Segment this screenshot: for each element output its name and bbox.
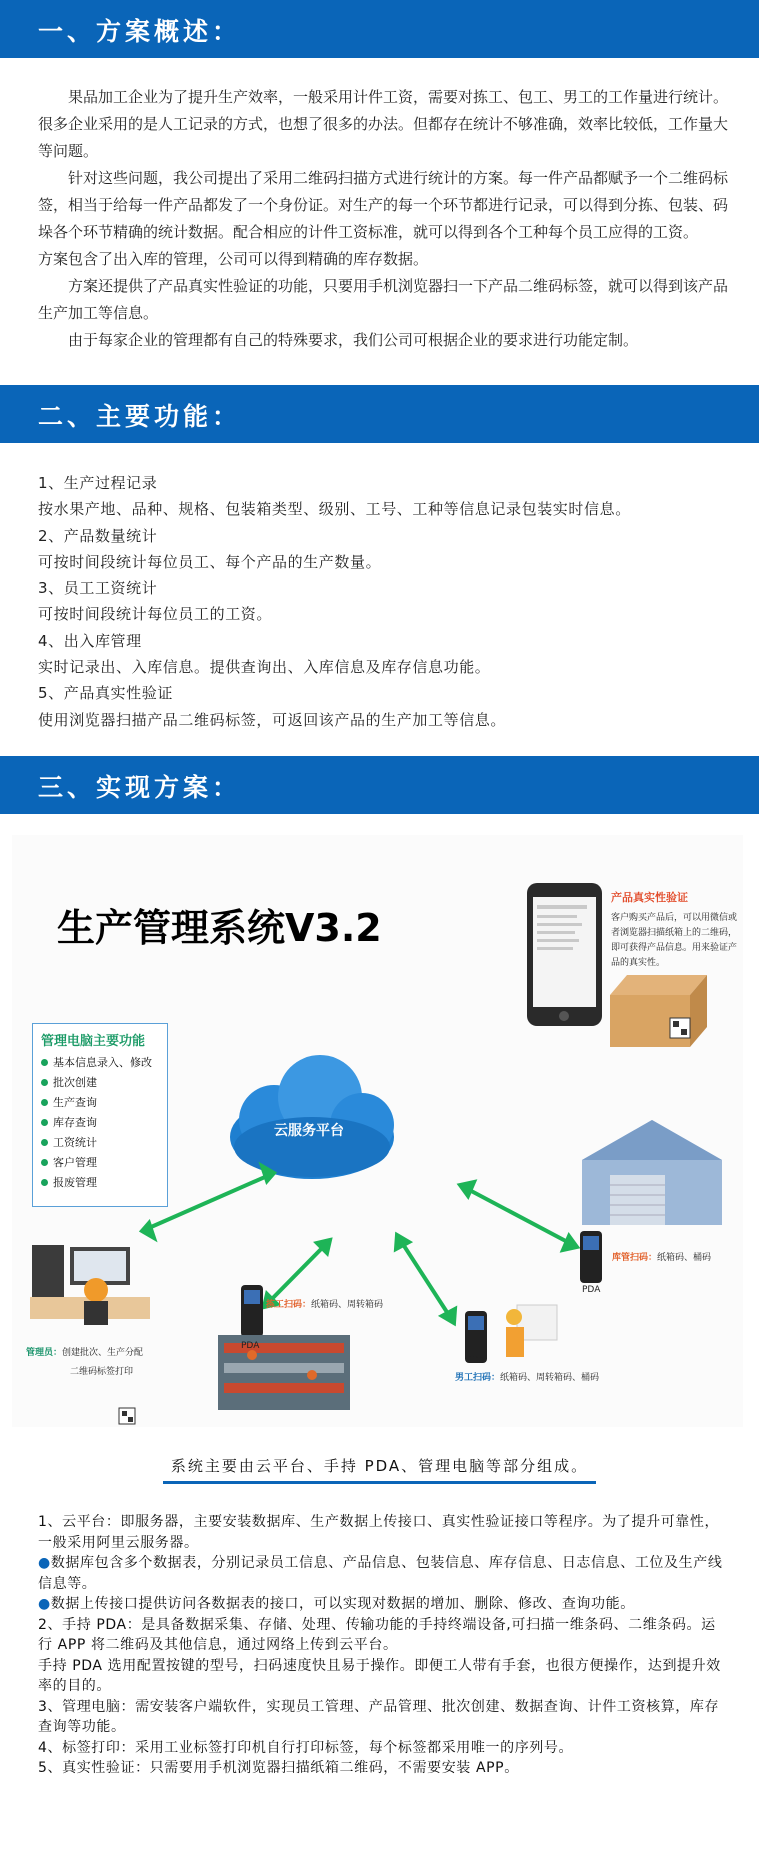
- section-title: 一、方案概述：: [38, 17, 242, 46]
- function-line: 2、产品数量统计: [38, 526, 158, 545]
- package-box-icon: [610, 975, 707, 1047]
- function-line: 1、生产过程记录: [38, 474, 158, 492]
- system-diagram: [12, 835, 743, 1427]
- overview-paragraph: 由于每家企业的管理都有自己的特殊要求，我们公司可根据企业的要求进行功能定制。: [68, 331, 639, 349]
- section-banner-overview: [0, 0, 759, 58]
- overview-text: [38, 84, 728, 354]
- overview-paragraph: 方案包含了出入库的管理，公司可以得到精确的库存数据。: [38, 250, 429, 268]
- panel-item: 报废管理: [41, 1173, 167, 1193]
- cloud-label: 云服务平台: [274, 1123, 344, 1139]
- authenticity-description: 客户购买产品后，可以用微信或者浏览器扫描纸箱上的二维码，即可获得产品信息。用来验证产品的真实性。: [611, 913, 738, 968]
- component-line: ●数据库包含多个数据表，分别记录员工信息、产品信息、包装信息、库存信息、日志信息、工位及生产线信息等。: [38, 1555, 723, 1592]
- authenticity-title: 产品真实性验证: [611, 891, 688, 904]
- function-line: 使用浏览器扫描产品二维码标签，可返回该产品的生产加工等信息。: [38, 710, 507, 729]
- section-banner-implementation: [0, 756, 759, 814]
- bullet-icon: ●: [38, 1555, 51, 1571]
- bullet-icon: ●: [38, 1596, 51, 1612]
- function-line: 4、出入库管理: [38, 631, 142, 650]
- panel-item: 库存查询: [41, 1113, 167, 1133]
- function-line: 5、产品真实性验证: [38, 684, 173, 703]
- admin-functions-panel: [32, 1023, 168, 1207]
- function-line: 可按时间段统计每位员工、每个产品的生产数量。: [38, 552, 382, 571]
- overview-paragraph: 方案还提供了产品真实性验证的功能，只要用手机浏览器扫一下产品二维码标签，就可以得到该产品生产加工等信息。: [38, 277, 729, 322]
- overview-paragraph: 针对这些问题，我公司提出了采用二维码扫描方式进行统计的方案。每一件产品都赋予一个二维码标签，相当于给每一件产品都发了一个身份证。对生产的每一个环节都进行记录，可以得到分拣、包装、码垛各个环节精确的统计数据。配合相应的计件工资标准，就可以得到各个工种每个员工应得的工资。: [38, 169, 729, 241]
- panel-item: 批次创建: [41, 1073, 167, 1093]
- component-line: 2、手持 PDA：是具备数据采集、存储、处理、传输功能的手持终端设备,可扫描一维条码、二维条码。运行 APP 将二维码及其他信息，通过网络上传到云平台。: [38, 1616, 716, 1653]
- functions-list: [38, 470, 728, 733]
- bullet-icon: [41, 1059, 48, 1066]
- bullet-icon: [41, 1159, 48, 1166]
- picker-label: 拣工扫码：纸箱码、周转箱码: [266, 1300, 384, 1310]
- section-banner-functions: [0, 385, 759, 443]
- panel-item: 客户管理: [41, 1153, 167, 1173]
- function-line: 可按时间段统计每位员工的工资。: [38, 605, 273, 624]
- component-line: 4、标签打印：采用工业标签打印机自行打印标签，每个标签都采用唯一的序列号。: [38, 1739, 574, 1756]
- diagram-title: 生产管理系统V3.2: [57, 906, 382, 950]
- component-line: 手持 PDA 选用配置按键的型号，扫码速度快且易于操作。即便工人带有手套，也很方便操作，达到提升效率的目的。: [38, 1657, 721, 1694]
- component-line: 1、云平台：即服务器，主要安装数据库、生产数据上传接口、真实性验证接口等程序。为了提升可靠性，一般采用阿里云服务器。: [38, 1514, 720, 1551]
- smartphone-icon: [527, 883, 602, 1026]
- section-title: 三、实现方案：: [38, 773, 242, 802]
- panel-item: 基本信息录入、修改: [41, 1053, 167, 1073]
- panel-title: 管理电脑主要功能: [41, 1034, 146, 1049]
- pda-label: PDA: [582, 1285, 601, 1295]
- function-line: 按水果产地、品种、规格、包装箱类型、级别、工号、工种等信息记录包装实时信息。: [38, 500, 631, 519]
- function-line: 3、员工工资统计: [38, 579, 158, 598]
- component-line: 3、管理电脑：需安装客户端软件，实现员工管理、产品管理、批次创建、数据查询、计件工资核算，库存查询等功能。: [38, 1698, 720, 1735]
- section-title: 二、主要功能：: [38, 402, 242, 431]
- overview-paragraph: 果品加工企业为了提升生产效率，一般采用计件工资，需要对拣工、包工、男工的工作量进行统计。很多企业采用的是人工记录的方式，也想了很多的办法。但都存在统计不够准确，效率比较低，工作量大等问题。: [38, 88, 729, 160]
- warehouse-icon: [582, 1120, 722, 1225]
- worker-icon: [506, 1305, 557, 1357]
- bullet-icon: [41, 1139, 48, 1146]
- admin-label: 管理员：创建批次、生产分配: [26, 1348, 144, 1358]
- components-list: [38, 1512, 728, 1779]
- bullet-icon: [41, 1119, 48, 1126]
- pda-label: PDA: [241, 1341, 260, 1351]
- male-worker-label: 男工扫码：纸箱码、周转箱码、桶码: [455, 1373, 600, 1383]
- pda-label: PDA: [466, 1355, 485, 1365]
- production-line-image: [218, 1335, 350, 1410]
- diagram-caption: 系统主要由云平台、手持 PDA、管理电脑等部分组成。: [0, 1455, 759, 1476]
- component-line: ●数据上传接口提供访问各数据表的接口，可以实现对数据的增加、删除、修改、查询功能。: [38, 1596, 635, 1612]
- panel-item: 工资统计: [41, 1133, 167, 1153]
- component-line: 5、真实性验证：只需要用手机浏览器扫描纸箱二维码，不需要安装 APP。: [38, 1760, 519, 1776]
- cloud-icon: [230, 1055, 394, 1179]
- function-line: 实时记录出、入库信息。提供查询出、入库信息及库存信息功能。: [38, 658, 491, 677]
- bullet-icon: [41, 1079, 48, 1086]
- office-desk-icon: [30, 1245, 150, 1325]
- admin-label-2: 二维码标签打印: [70, 1367, 134, 1377]
- qr-code-icon: [119, 1408, 135, 1424]
- panel-item: 生产查询: [41, 1093, 167, 1113]
- warehouse-label: 库管扫码：纸箱码、桶码: [612, 1253, 712, 1263]
- bullet-icon: [41, 1099, 48, 1106]
- bullet-icon: [41, 1179, 48, 1186]
